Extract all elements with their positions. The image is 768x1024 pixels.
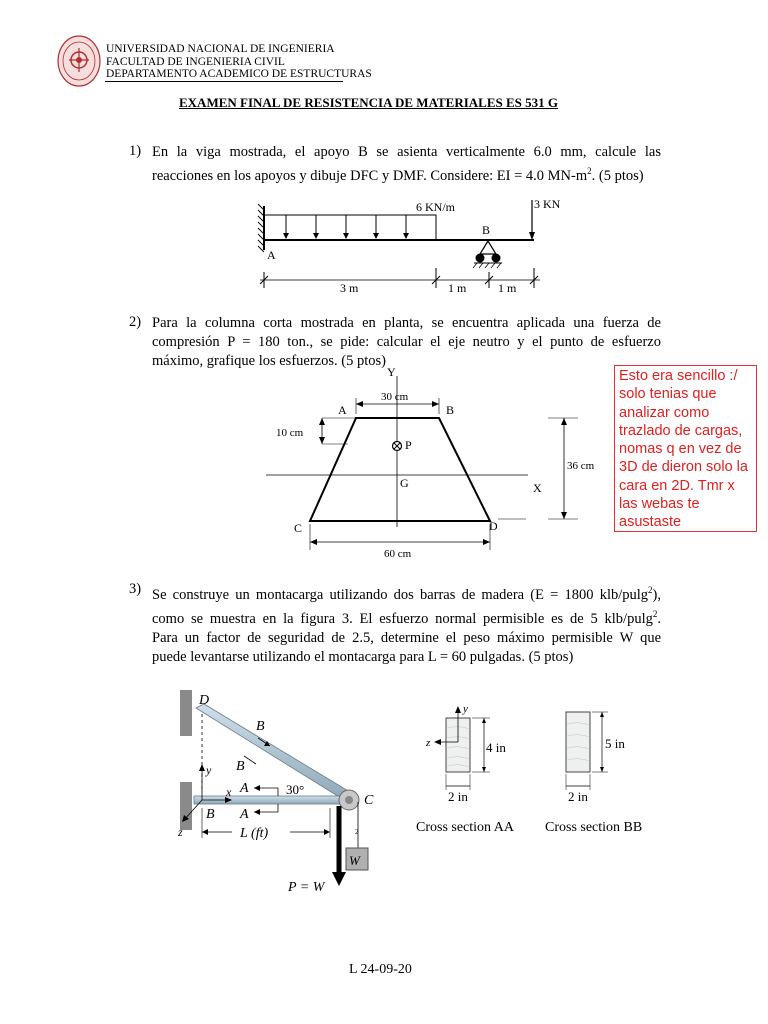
cs-bb-width: 2 in (568, 789, 588, 804)
header-faculty: FACULTAD DE INGENIERIA CIVIL (106, 55, 285, 68)
q1-line2: reacciones en los apoyos y dibuje DFC y DMF. Considere: EI = 4.0 $MN-m^2$. (5 ptos) (152, 166, 644, 184)
note-line: trazlado de cargas, (619, 422, 743, 439)
uni-seal-logo (56, 34, 102, 88)
q2-label-C: C (294, 521, 303, 535)
note-line: cara en 2D. Tmr x (619, 477, 735, 494)
cs-aa-axis-y: y (463, 703, 468, 715)
note-line: solo tenias que (619, 386, 717, 403)
header-department: DEPARTAMENTO ACADEMICO DE ESTRUCTURAS (106, 68, 372, 80)
q1-load-label: 6 KN/m (416, 200, 455, 214)
q2-dim-bottom: 60 cm (384, 548, 412, 560)
q1-number: 1) (129, 143, 142, 159)
q1-text (152, 143, 661, 186)
q1-point-load-label: 3 KN (534, 197, 561, 211)
q3-label-D: D (199, 693, 210, 708)
q3-label-B-bar: B (256, 719, 265, 734)
q2-label-D: D (489, 519, 498, 533)
q1-beam-figure (250, 192, 561, 300)
note-line: las webas te (619, 496, 700, 513)
q3-axis-x: x (226, 785, 232, 799)
q1-label-A: A (267, 248, 276, 262)
q2-label-A: A (338, 403, 347, 417)
q3-label-B-pt: B (206, 807, 215, 822)
q3-axis-z: z (178, 825, 183, 839)
q2-dim-height: 36 cm (567, 460, 595, 472)
q1-label-B: B (482, 223, 491, 237)
q2-label-P: P (405, 438, 412, 452)
q3-dim-L: L (ft) (240, 826, 269, 841)
q2-line2: compresión P = 180 ton., se pide: calcular el eje neutro y el punto de esfuerzo (152, 334, 661, 350)
header-university: UNIVERSIDAD NACIONAL DE INGENIERIA (106, 43, 335, 55)
note-line: asustaste (619, 514, 682, 531)
note-line: nomas q en vez de (619, 441, 742, 458)
exam-title: EXAMEN FINAL DE RESISTENCIA DE MATERIALES ES 531 G (179, 95, 559, 110)
q3-line3: Para un factor de seguridad de 2.5, determine el peso máximo permisible W que (152, 629, 661, 646)
note-line: Esto era sencillo :/ (619, 368, 738, 384)
cs-aa-axis-z: z (426, 737, 431, 749)
q3-label-small: 2 (355, 828, 359, 836)
cs-bb-height: 5 in (605, 736, 625, 751)
q2-line1: Para la columna corta mostrada en planta, se encuentra aplicada una fuerza de (152, 315, 661, 331)
cs-bb-label: Cross section BB (545, 820, 643, 835)
q2-axis-X: X (533, 481, 542, 495)
q3-label-B-bar2: B (236, 759, 245, 774)
q3-label-W: W (349, 853, 360, 868)
note-line: analizar como (619, 404, 710, 421)
cs-aa-width: 2 in (448, 789, 468, 804)
cs-aa-height: 4 in (486, 740, 506, 755)
q3-label-C: C (364, 793, 374, 808)
q3-line2: como se muestra en la figura 3. El esfuerzo normal permisible es de 5 klb/pulg$^2$. (152, 608, 661, 627)
q2-axis-Y: Y (387, 365, 396, 379)
q3-crane-figure (168, 684, 380, 896)
q3-label-A1: A (240, 781, 249, 796)
footer-code: L 24-09-20 (349, 962, 412, 977)
q1-line1: En la viga mostrada, el apoyo B se asienta verticalmente 6.0 mm, calcule las (152, 144, 661, 160)
annotation-note (614, 365, 757, 532)
q3-label-angle: 30° (286, 782, 305, 797)
q2-label-G: G (400, 476, 409, 490)
q3-text (152, 581, 661, 667)
logo-icon (56, 34, 102, 88)
header-rule (105, 81, 343, 82)
q3-line1: Se construye un montacarga utilizando dos barras de madera (E = 1800 klb/pulg$^2$), (152, 585, 661, 603)
q2-number: 2) (129, 314, 142, 330)
q3-cross-sections (410, 700, 680, 840)
q1-dim-1m-a: 1 m (448, 281, 467, 295)
q2-dim-offset: 10 cm (276, 427, 304, 439)
q1-dim-1m-b: 1 m (498, 281, 517, 295)
q1-dim-3m: 3 m (340, 281, 359, 295)
q3-line4: puede levantarse utilizando el montacarga para L = 60 pulgadas. (5 ptos) (152, 648, 574, 665)
q2-column-figure (260, 362, 600, 562)
q3-label-A2: A (240, 807, 249, 822)
q2-line3: máximo, grafique los esfuerzos. (5 ptos) (152, 353, 386, 369)
cs-aa-label: Cross section AA (416, 820, 514, 835)
q2-dim-top: 30 cm (381, 391, 409, 403)
q3-number: 3) (129, 581, 142, 597)
q2-label-B: B (446, 403, 455, 417)
note-line: 3D de dieron solo la (619, 459, 748, 476)
q3-label-P: P = W (288, 880, 325, 895)
q3-axis-y: y (206, 763, 212, 777)
